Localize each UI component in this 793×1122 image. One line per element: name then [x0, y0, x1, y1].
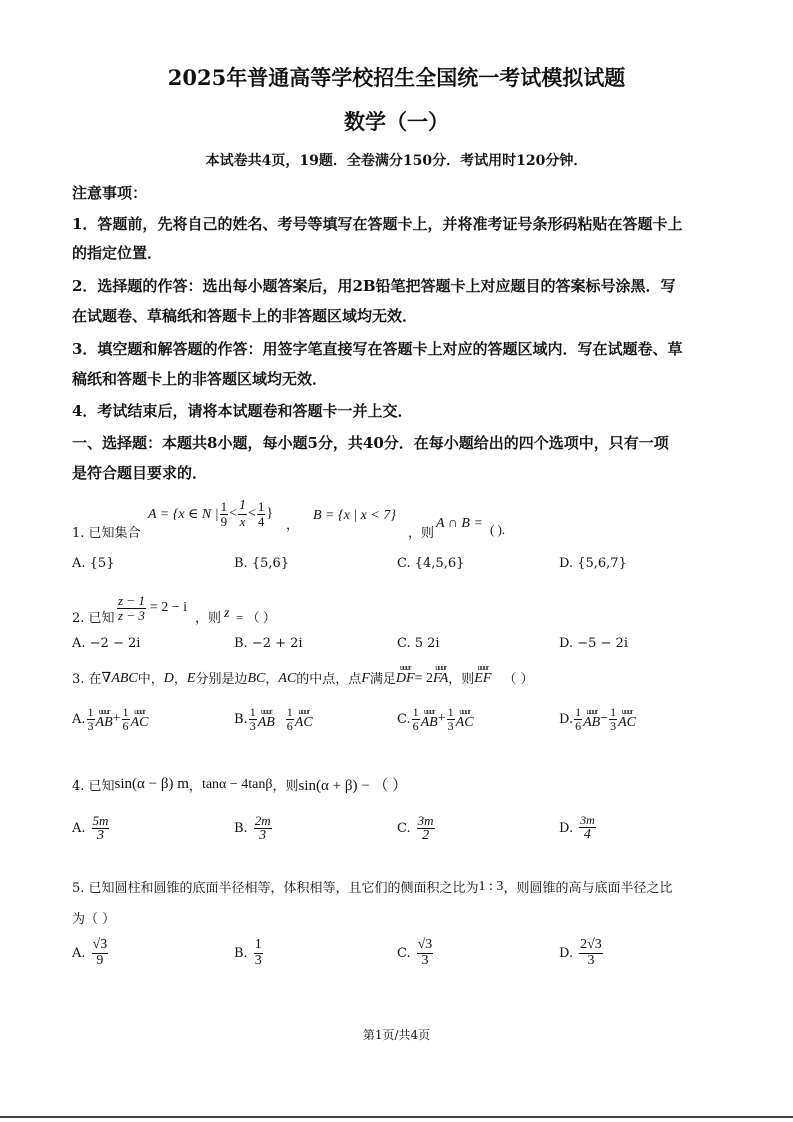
- q2-option-c: C. 5 2i: [397, 636, 440, 651]
- q3-option-b: B. $\frac{1}{3}$ uuur AB $\frac{1}{6}$ uuur AC: [234, 705, 313, 733]
- q3-vector-fa: uuur FA: [432, 663, 449, 686]
- notice-item-1-line-1: 1．答题前，先将自己的姓名、考号等填写在答题卡上，并将准考证号条形码粘贴在答题卡上: [72, 215, 683, 233]
- q3-vector-df: uuur DF: [395, 663, 415, 686]
- exam-title: 2025年普通高等学校招生全国统一考试模拟试题: [167, 65, 626, 90]
- q1-intersection: A ∩ B =: [436, 516, 483, 531]
- q1-set-b: B = {x | x < 7}: [313, 508, 396, 523]
- q3-option-a: A. $\frac{1}{3}$ uuur AB + $\frac{1}{6}$ uuur AC: [72, 705, 149, 733]
- q3-vector-ef: uuur EF: [474, 663, 492, 686]
- page-number: 第1页/共4页: [362, 1028, 431, 1042]
- q3-option-d: D. $\frac{1}{6}$ uuur AB − $\frac{1}{3}$ uuur AC: [559, 705, 636, 733]
- q2-equation: [116, 594, 187, 622]
- q4-option-b: B. $\frac{2m}{3}$: [234, 813, 271, 843]
- q1-option-b: B. {5,6}: [234, 556, 290, 571]
- q4-option-a: A. $\frac{5m}{3}$: [72, 813, 109, 843]
- notice-item-1-line-2: 的指定位置．: [72, 244, 163, 262]
- q4-option-c: C. $\frac{3m}{2}$: [397, 813, 434, 843]
- q2-then: ，则: [195, 611, 222, 626]
- q5-option-c: C. $\frac{√3}{3}$: [397, 937, 433, 968]
- q4-stem: 4. 已知 sin(α − β) m ， tanα − 4tanβ ，则 sin(α + β) − （ ）: [72, 776, 408, 794]
- q2-rhs: = 2 − i: [149, 600, 188, 616]
- q5-stem-line-1: 5. 已知圆柱和圆锥的底面半径相等，体积相等，且它们的侧面积之比为 1 : 3 ，则圆锥的高与底面半径之比: [72, 878, 673, 896]
- q1-prefix: 1. 已知集合: [72, 526, 141, 541]
- q3-stem: 3. 在 ∇ABC 中， D ， E 分别是边 BC ， AC 的中点，点 F 满足 uuur DF = 2 uuur FA ，则 uuur EF （ ）: [72, 663, 534, 687]
- q2-fraction: $\frac{z - 1}{z - 3}$: [118, 593, 145, 623]
- q3-option-c: C. $\frac{1}{6}$ uuur AB + $\frac{1}{3}$ uuur AC: [397, 705, 474, 733]
- q1-set-a-head: A = {x ∈ N |: [148, 506, 219, 522]
- q2-answer-blank: = （ ）: [236, 610, 276, 625]
- q2-option-a: A. −2 − 2i: [72, 636, 141, 651]
- q5-stem-line-2: 为（ ）: [72, 912, 116, 927]
- q2-option-b: B. −2 + 2i: [234, 636, 303, 651]
- notice-item-4: 4．考试结束后，请将本试题卷和答题卡一并上交．: [72, 402, 413, 420]
- notice-item-3-line-1: 3．填空题和解答题的作答：用签字笔直接写在答题卡上对应的答题区域内．写在试题卷、草: [72, 340, 683, 358]
- q1-option-c: C. {4,5,6}: [397, 556, 465, 571]
- q2-option-d: D. −5 − 2i: [559, 636, 628, 651]
- q2-prefix: 2. 已知: [72, 611, 115, 626]
- q1-option-a: A. {5}: [72, 556, 115, 571]
- notice-item-3-line-2: 稿纸和答题卡上的非答题区域均无效．: [72, 370, 328, 388]
- q1-frac-2: $\frac{1}{x}$: [239, 498, 247, 530]
- q1-option-d: D. {5,6,7}: [559, 556, 627, 571]
- exam-info: 本试卷共4页，19题．全卷满分150分．考试用时120分钟．: [205, 153, 588, 169]
- notice-heading: 注意事项：: [72, 184, 148, 202]
- q1-frac-1: $\frac{1}{9}$: [220, 498, 228, 529]
- section-1-line-1: 一、选择题：本题共8小题，每小题5分，共40分．在每小题给出的四个选项中，只有一项: [72, 434, 669, 452]
- bottom-divider: [0, 1116, 793, 1118]
- notice-item-2-line-1: 2．选择题的作答：选出每小题答案后，用2B铅笔把答题卡上对应题目的答案标号涂黑．写: [72, 277, 676, 295]
- exam-subtitle: 数学（一）: [344, 109, 449, 134]
- q1-then: ，则: [408, 526, 435, 541]
- q1-comma: ，: [286, 518, 300, 533]
- q1-frac-3: $\frac{1}{4}$: [257, 498, 265, 529]
- section-1-line-2: 是符合题目要求的．: [72, 464, 208, 482]
- q1-set-a: A = {x ∈ N | $\frac{1}{9}$ < $\frac{1}{x}$ < $\frac{1}{4}$ }: [148, 498, 274, 530]
- notice-item-2-line-2: 在试题卷、草稿纸和答题卡上的非答题区域均无效．: [72, 307, 418, 325]
- q5-option-a: A. $\frac{√3}{9}$: [72, 937, 108, 968]
- q4-option-d: D. $\frac{3m}{4}$: [559, 813, 595, 842]
- q1-answer-blank: ( ).: [490, 522, 506, 537]
- q2-z: z: [224, 606, 230, 621]
- q5-option-b: B. $\frac{1}{3}$: [234, 937, 262, 968]
- q5-option-d: D. $\frac{2√3}{3}$: [559, 937, 602, 968]
